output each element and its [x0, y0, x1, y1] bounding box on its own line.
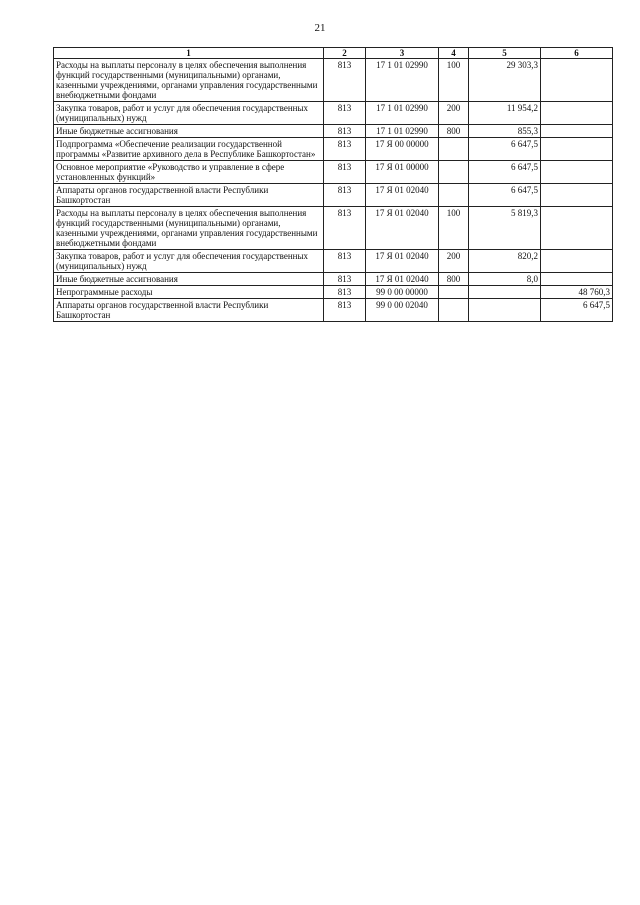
- expense-type-cell: 800: [439, 125, 469, 138]
- amount-col5-cell: 29 303,3: [469, 59, 541, 102]
- expense-type-cell: [439, 286, 469, 299]
- target-article-cell: 17 1 01 02990: [366, 59, 439, 102]
- amount-col6-cell: [541, 207, 613, 250]
- ministry-code-cell: 813: [324, 102, 366, 125]
- amount-col6-cell: [541, 184, 613, 207]
- ministry-code-cell: 813: [324, 184, 366, 207]
- amount-col5-cell: 820,2: [469, 250, 541, 273]
- row-name-cell: Основное мероприятие «Руководство и управление в сфере установленных функций»: [54, 161, 324, 184]
- row-name-cell: Расходы на выплаты персоналу в целях обеспечения выполнения функций государственными (муниципальными) органами, казенными учреждениями, органами управления государственными внебюджетными фондами: [54, 207, 324, 250]
- expense-type-cell: [439, 184, 469, 207]
- target-article-cell: 99 0 00 00000: [366, 286, 439, 299]
- expense-type-cell: [439, 299, 469, 322]
- target-article-cell: 17 1 01 02990: [366, 125, 439, 138]
- amount-col6-cell: [541, 273, 613, 286]
- column-header: 3: [366, 48, 439, 59]
- ministry-code-cell: 813: [324, 286, 366, 299]
- row-name-cell: Аппараты органов государственной власти Республики Башкортостан: [54, 299, 324, 322]
- table-header-row: [54, 48, 613, 59]
- target-article-cell: 17 Я 00 00000: [366, 138, 439, 161]
- amount-col6-cell: 48 760,3: [541, 286, 613, 299]
- target-article-cell: 17 Я 01 02040: [366, 273, 439, 286]
- table-row: [54, 299, 613, 322]
- amount-col5-cell: 6 647,5: [469, 138, 541, 161]
- column-header: 2: [324, 48, 366, 59]
- row-name-cell: Иные бюджетные ассигнования: [54, 125, 324, 138]
- amount-col5-cell: 6 647,5: [469, 161, 541, 184]
- row-name-cell: Непрограммные расходы: [54, 286, 324, 299]
- ministry-code-cell: 813: [324, 250, 366, 273]
- table-row: [54, 286, 613, 299]
- ministry-code-cell: 813: [324, 59, 366, 102]
- page-number: 21: [314, 22, 326, 34]
- amount-col6-cell: [541, 250, 613, 273]
- table-row: [54, 125, 613, 138]
- amount-col5-cell: 6 647,5: [469, 184, 541, 207]
- table-row: [54, 59, 613, 102]
- budget-table: [53, 47, 613, 322]
- expense-type-cell: 100: [439, 59, 469, 102]
- amount-col6-cell: [541, 161, 613, 184]
- row-name-cell: Закупка товаров, работ и услуг для обеспечения государственных (муниципальных) нужд: [54, 250, 324, 273]
- target-article-cell: 17 Я 01 02040: [366, 250, 439, 273]
- expense-type-cell: [439, 161, 469, 184]
- column-header: 4: [439, 48, 469, 59]
- target-article-cell: 17 Я 01 02040: [366, 184, 439, 207]
- amount-col6-cell: 6 647,5: [541, 299, 613, 322]
- table-row: [54, 184, 613, 207]
- row-name-cell: Подпрограмма «Обеспечение реализации государственной программы «Развитие архивного дела в Республике Башкортостан»: [54, 138, 324, 161]
- ministry-code-cell: 813: [324, 161, 366, 184]
- row-name-cell: Аппараты органов государственной власти Республики Башкортостан: [54, 184, 324, 207]
- row-name-cell: Расходы на выплаты персоналу в целях обеспечения выполнения функций государственными (муниципальными) органами, казенными учреждениями, органами управления государственными внебюджетными фондами: [54, 59, 324, 102]
- amount-col6-cell: [541, 125, 613, 138]
- ministry-code-cell: 813: [324, 125, 366, 138]
- column-header: 1: [54, 48, 324, 59]
- table-row: [54, 138, 613, 161]
- target-article-cell: 99 0 00 02040: [366, 299, 439, 322]
- amount-col5-cell: [469, 299, 541, 322]
- row-name-cell: Иные бюджетные ассигнования: [54, 273, 324, 286]
- target-article-cell: 17 Я 01 00000: [366, 161, 439, 184]
- table-row: [54, 161, 613, 184]
- table-row: [54, 102, 613, 125]
- table-row: [54, 250, 613, 273]
- row-name-cell: Закупка товаров, работ и услуг для обеспечения государственных (муниципальных) нужд: [54, 102, 324, 125]
- ministry-code-cell: 813: [324, 207, 366, 250]
- expense-type-cell: 100: [439, 207, 469, 250]
- expense-type-cell: 800: [439, 273, 469, 286]
- amount-col5-cell: 8,0: [469, 273, 541, 286]
- amount-col6-cell: [541, 59, 613, 102]
- amount-col5-cell: 855,3: [469, 125, 541, 138]
- amount-col5-cell: 11 954,2: [469, 102, 541, 125]
- ministry-code-cell: 813: [324, 273, 366, 286]
- amount-col6-cell: [541, 102, 613, 125]
- table-row: [54, 273, 613, 286]
- target-article-cell: 17 Я 01 02040: [366, 207, 439, 250]
- column-header: 5: [469, 48, 541, 59]
- amount-col5-cell: 5 819,3: [469, 207, 541, 250]
- column-header: 6: [541, 48, 613, 59]
- amount-col5-cell: [469, 286, 541, 299]
- amount-col6-cell: [541, 138, 613, 161]
- ministry-code-cell: 813: [324, 299, 366, 322]
- ministry-code-cell: 813: [324, 138, 366, 161]
- expense-type-cell: 200: [439, 250, 469, 273]
- target-article-cell: 17 1 01 02990: [366, 102, 439, 125]
- expense-type-cell: [439, 138, 469, 161]
- expense-type-cell: 200: [439, 102, 469, 125]
- table-row: [54, 207, 613, 250]
